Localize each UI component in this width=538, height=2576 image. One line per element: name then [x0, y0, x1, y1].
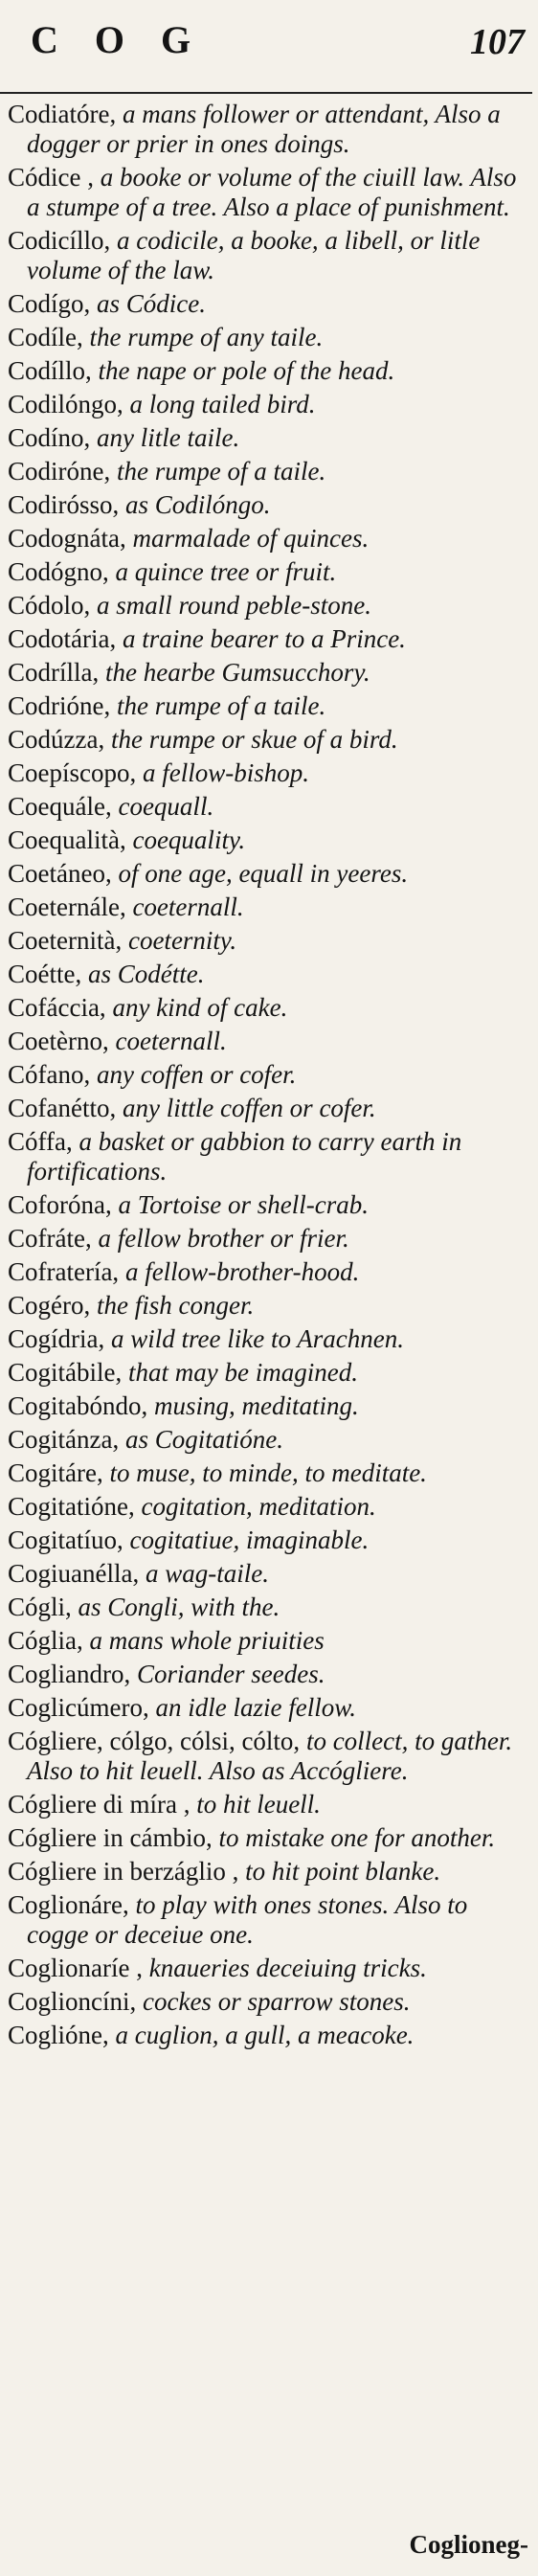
headword: Coglióne,: [8, 2021, 109, 2049]
definition: a Tortoise or shell-crab.: [111, 1190, 370, 1219]
headword: Codógno,: [8, 557, 109, 586]
definition: coeternall.: [108, 1027, 227, 1055]
definition: the rumpe of any taile.: [82, 323, 324, 351]
headword: Codúzza,: [8, 725, 105, 754]
headword: Coforóna,: [8, 1190, 112, 1219]
headword: Coeternále,: [8, 893, 126, 921]
dictionary-entry: [0, 624, 527, 654]
definition: a fellow-brother-hood.: [119, 1257, 360, 1286]
headword: Coetáneo,: [8, 859, 112, 888]
dictionary-entry: [0, 163, 527, 222]
dictionary-entry: [0, 2021, 527, 2050]
definition: the rumpe of a taile.: [110, 691, 326, 720]
headword: Codiróne,: [8, 457, 111, 486]
definition: a cuglion, a gull, a meacoke.: [108, 2021, 415, 2049]
definition: a basket or gabbion to carry earth in fortifications.: [27, 1127, 462, 1186]
definition: the hearbe Gumsucchory.: [99, 658, 370, 687]
dictionary-entry: [0, 1492, 527, 1522]
dictionary-entry: [0, 658, 527, 688]
definition: to collect, to gather. Also to hit leuell. Also as Accógliere.: [27, 1727, 513, 1785]
headword: Codíllo,: [8, 356, 92, 385]
definition: as Codilóngo.: [119, 490, 271, 519]
page-number: 107: [470, 22, 525, 62]
dictionary-entry: [0, 390, 527, 419]
dictionary-entry: [0, 591, 527, 621]
definition: a long tailed bird.: [123, 390, 316, 418]
definition: Coriander seedes.: [130, 1660, 325, 1688]
headword: Cogitabóndo,: [8, 1391, 148, 1420]
headword: Cogídria,: [8, 1324, 105, 1353]
headword: Codiatóre,: [8, 100, 117, 128]
headword: Codilóngo,: [8, 390, 123, 418]
headword: Cogiuanélla,: [8, 1559, 140, 1588]
definition: as Codétte.: [81, 960, 205, 988]
dictionary-entry: [0, 323, 527, 352]
definition: to mistake one for another.: [212, 1823, 496, 1852]
dictionary-entry: [0, 1094, 527, 1123]
headword: Coequále,: [8, 792, 112, 821]
headword: Cóffa,: [8, 1127, 73, 1156]
headword: Coequalità,: [8, 825, 126, 854]
headword: Cofráte,: [8, 1224, 92, 1253]
dictionary-entry: [0, 1954, 527, 1983]
entry-list: [0, 100, 527, 2054]
dictionary-entry: [0, 1593, 527, 1622]
dictionary-entry: [0, 1727, 527, 1786]
headword: Codígo,: [8, 289, 91, 318]
headword: Cofáccia,: [8, 993, 106, 1022]
definition: a wag-taile.: [139, 1559, 269, 1588]
definition: knaueries deceiuing tricks.: [142, 1954, 427, 1982]
dictionary-entry: [0, 960, 527, 989]
definition: marmalade of quinces.: [125, 524, 370, 553]
headword: Coglionáre,: [8, 1890, 129, 1919]
headword: Coepíscopo,: [8, 758, 137, 787]
dictionary-entry: [0, 1693, 527, 1723]
dictionary-entry: [0, 289, 527, 319]
running-head: COG: [31, 18, 228, 61]
headword: Cofanétto,: [8, 1094, 117, 1122]
dictionary-entry: [0, 1425, 527, 1455]
dictionary-entry: [0, 356, 527, 386]
definition: any litle taile.: [90, 423, 240, 452]
dictionary-entry: [0, 1391, 527, 1421]
definition: a fellow-bishop.: [136, 758, 309, 787]
definition: an idle lazie fellow.: [148, 1693, 356, 1722]
definition: musing, meditating.: [147, 1391, 359, 1420]
headword: Codíno,: [8, 423, 91, 452]
headword: Cogitatíuo,: [8, 1525, 123, 1554]
definition: a booke or volume of the ciuill law. Also a stumpe of a tree. Also a place of punishment.: [27, 163, 517, 221]
definition: a traine bearer to a Prince.: [116, 624, 406, 653]
dictionary-entry: [0, 1890, 527, 1950]
definition: a quince tree or fruit.: [108, 557, 337, 586]
catchword: Coglioneg-: [409, 2530, 528, 2559]
dictionary-entry: [0, 893, 527, 922]
dictionary-entry: [0, 993, 527, 1023]
dictionary-entry: [0, 859, 527, 889]
definition: to play with ones stones. Also to cogge or deceiue one.: [27, 1890, 468, 1949]
definition: any little coffen or cofer.: [116, 1094, 376, 1122]
header-rule: [0, 92, 532, 94]
headword: Coglioncíni,: [8, 1987, 137, 2016]
headword: Códolo,: [8, 591, 91, 620]
dictionary-entry: [0, 1857, 527, 1887]
definition: the fish conger.: [90, 1291, 255, 1320]
definition: cockes or sparrow stones.: [136, 1987, 411, 2016]
definition: the rumpe or skue of a bird.: [104, 725, 398, 754]
headword: Cofratería,: [8, 1257, 120, 1286]
headword: Cófano,: [8, 1060, 91, 1089]
dictionary-entry: [0, 457, 527, 486]
dictionary-entry: [0, 758, 527, 788]
dictionary-entry: [0, 100, 527, 159]
dictionary-entry: [0, 1525, 527, 1555]
headword: Codrílla,: [8, 658, 100, 687]
headword: Cógliere, cólgo, cólsi, cólto,: [8, 1727, 301, 1755]
definition: the rumpe of a taile.: [110, 457, 326, 486]
definition: the nape or pole of the head.: [91, 356, 395, 385]
headword: Codíle,: [8, 323, 83, 351]
headword: Cogitábile,: [8, 1358, 123, 1387]
definition: as Códice.: [90, 289, 207, 318]
definition: as Cogitatióne.: [119, 1425, 283, 1454]
headword: Cogitáre,: [8, 1458, 103, 1487]
dictionary-entry: [0, 725, 527, 755]
dictionary-entry: [0, 1458, 527, 1488]
definition: a wild tree like to Arachnen.: [104, 1324, 404, 1353]
definition: a codicile, a booke, a libell, or litle volume of the law.: [27, 226, 481, 284]
definition: a small round peble-stone.: [90, 591, 371, 620]
dictionary-entry: [0, 1127, 527, 1186]
definition: cogitation, meditation.: [134, 1492, 376, 1521]
definition: a mans follower or attendant, Also a dogger or prier in ones doings.: [27, 100, 501, 158]
headword: Codotária,: [8, 624, 117, 653]
dictionary-entry: [0, 1324, 527, 1354]
definition: to hit point blanke.: [238, 1857, 441, 1886]
dictionary-entry: [0, 1358, 527, 1388]
headword: Codirósso,: [8, 490, 120, 519]
definition: coeternity.: [122, 926, 237, 955]
dictionary-entry: [0, 1224, 527, 1254]
headword: Codrióne,: [8, 691, 111, 720]
headword: Cógliere in cámbio,: [8, 1823, 213, 1852]
headword: Códice ,: [8, 163, 94, 192]
headword: Codognáta,: [8, 524, 126, 553]
dictionary-entry: [0, 1060, 527, 1090]
dictionary-entry: [0, 1190, 527, 1220]
headword: Cogitatióne,: [8, 1492, 135, 1521]
dictionary-entry: [0, 825, 527, 855]
dictionary-entry: [0, 1291, 527, 1321]
dictionary-entry: [0, 1257, 527, 1287]
headword: Cogéro,: [8, 1291, 91, 1320]
headword: Coeternità,: [8, 926, 123, 955]
dictionary-entry: [0, 1660, 527, 1689]
dictionary-entry: [0, 792, 527, 822]
headword: Coglicúmero,: [8, 1693, 149, 1722]
dictionary-entry: [0, 1790, 527, 1819]
dictionary-entry: [0, 1027, 527, 1056]
dictionary-entry: [0, 1987, 527, 2017]
definition: as Congli, with the.: [71, 1593, 280, 1621]
definition: coeternall.: [125, 893, 244, 921]
definition: cogitatiue, imaginable.: [123, 1525, 370, 1554]
headword: Coétte,: [8, 960, 82, 988]
headword: Coetèrno,: [8, 1027, 109, 1055]
page-header: [0, 0, 538, 73]
headword: Cógliere in berzáglio ,: [8, 1857, 239, 1886]
headword: Cógliere di míra ,: [8, 1790, 191, 1819]
headword: Codicíllo,: [8, 226, 111, 255]
dictionary-entry: [0, 226, 527, 285]
definition: of one age, equall in yeeres.: [111, 859, 409, 888]
definition: a fellow brother or frier.: [91, 1224, 349, 1253]
dictionary-entry: [0, 524, 527, 554]
definition: that may be imagined.: [122, 1358, 358, 1387]
dictionary-entry: [0, 1559, 527, 1589]
definition: to hit leuell.: [190, 1790, 321, 1819]
headword: Cóglia,: [8, 1626, 83, 1655]
dictionary-entry: [0, 490, 527, 520]
definition: to muse, to minde, to meditate.: [102, 1458, 427, 1487]
definition: any coffen or cofer.: [90, 1060, 297, 1089]
definition: coequality.: [125, 825, 246, 854]
headword: Coglionaríe ,: [8, 1954, 143, 1982]
headword: Cogliandro,: [8, 1660, 131, 1688]
dictionary-entry: [0, 423, 527, 453]
dictionary-entry: [0, 1626, 527, 1656]
definition: coequall.: [111, 792, 214, 821]
dictionary-entry: [0, 557, 527, 587]
dictionary-entry: [0, 926, 527, 956]
headword: Cógli,: [8, 1593, 72, 1621]
definition: a mans whole priuities: [82, 1626, 325, 1655]
dictionary-entry: [0, 1823, 527, 1853]
dictionary-entry: [0, 691, 527, 721]
headword: Cogitánza,: [8, 1425, 120, 1454]
definition: any kind of cake.: [105, 993, 288, 1022]
